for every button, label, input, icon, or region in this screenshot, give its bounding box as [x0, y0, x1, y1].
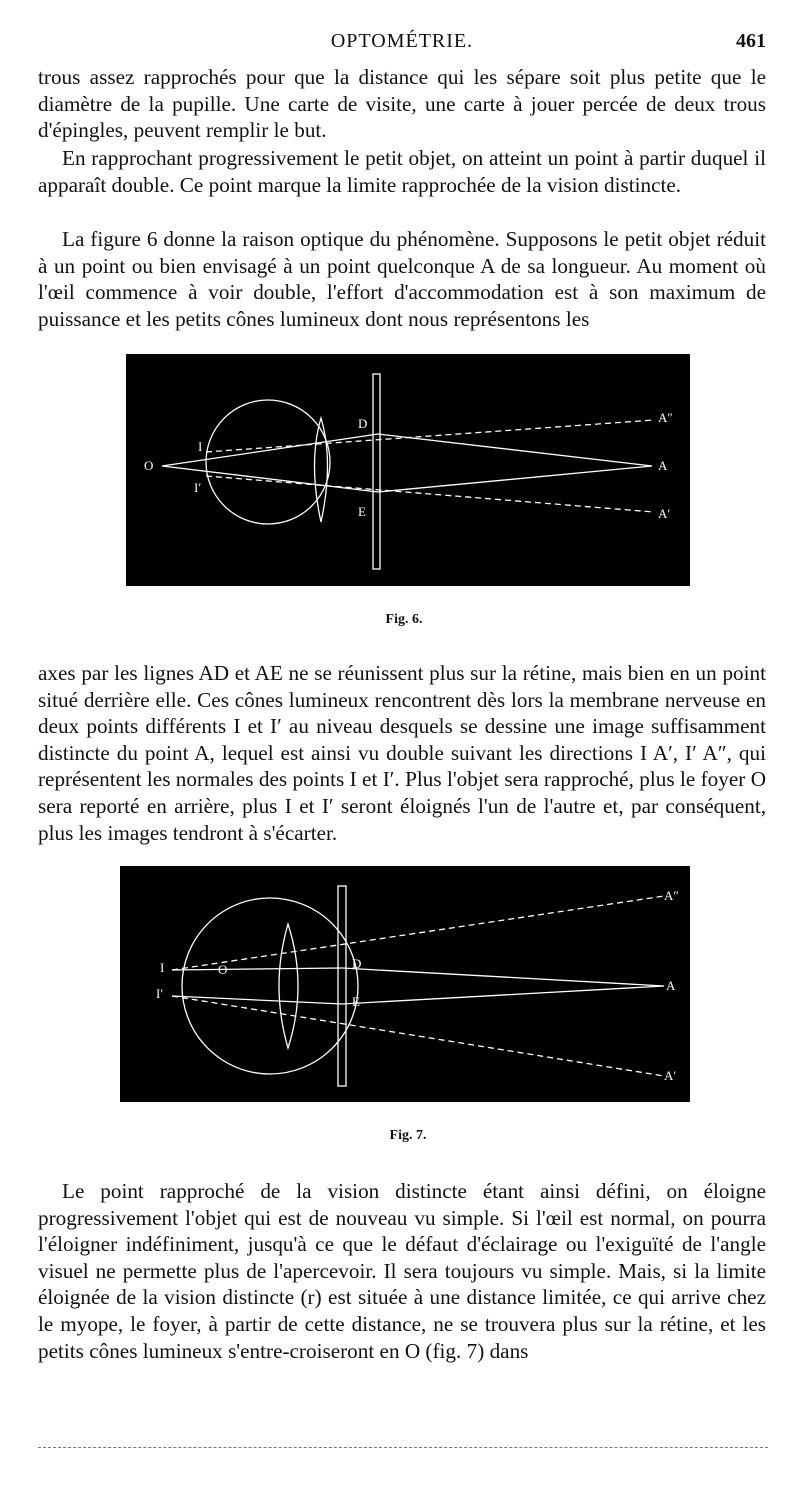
perforated-card: [373, 374, 380, 569]
paragraph-4: axes par les lignes AD et AE ne se réunissent plus sur la rétine, mais bien en un point situé derrière elle. Ces cônes lumineux rencontrent dès lors la membrane nerveuse en deux points différents I et I′ au niveau desquels se dessine une image suffisamment distincte du point A, lequel est ainsi vu double suivant les directions I A′, I′ A″, qui représentent les normales des points I et I′. Plus l'objet sera rapproché, plus le foyer O sera reporté en arrière, plus I et I′ seront éloignés l'un de l'autre et, par conséquent, plus les images tendront à s'écarter.: [38, 661, 766, 845]
figure-6-diagram: [126, 354, 690, 586]
label-A: A: [666, 978, 676, 993]
normal-I-A2: [172, 896, 664, 970]
perforated-card: [338, 886, 346, 1086]
page-number: 461: [736, 30, 766, 52]
label-A-prime: A′: [658, 506, 671, 521]
label-E: E: [358, 504, 366, 519]
footer-rule: [38, 1447, 768, 1448]
paragraph-5: Le point rapproché de la vision distincte étant ainsi défini, on éloigne progressivement l'objet qui est de nouveau vu simple. Si l'œil est normal, on pourra l'éloigner indéfiniment, jusqu'à ce que le défaut d'éclairage ou l'exiguïté de l'angle visuel ne permette plus de l'apercevoir. Il sera toujours vu simple. Mais, si la limite éloignée de la vision distincte (r) est située à une distance limitée, ce qui arrive chez le myope, le foyer, à partir de cette distance, ne se trouvera plus sur la rétine, et les petits cônes lumineux s'entre-croiseront en O (fig. 7) dans: [38, 1179, 766, 1363]
ray-AD-back: [162, 434, 378, 466]
label-A-double-prime: A″: [664, 888, 679, 903]
label-D: D: [352, 956, 362, 971]
crystalline-lens: [315, 418, 328, 522]
normal-I-A2: [206, 420, 654, 452]
eyeball-circle: [206, 400, 330, 524]
label-O: O: [218, 962, 228, 977]
label-I: I: [160, 960, 165, 975]
label-D: D: [358, 416, 368, 431]
ray-AD: [378, 434, 652, 466]
label-I-prime: I′: [194, 480, 202, 495]
crystalline-lens: [279, 924, 298, 1048]
figure-6: [126, 354, 690, 586]
normal-I2-A1: [172, 996, 664, 1076]
label-I: I: [198, 439, 203, 454]
paragraph-2: En rapprochant progressivement le petit objet, on atteint un point à partir duquel il apparaît double. Ce point marque la limite rapprochée de la vision distincte.: [38, 146, 766, 197]
label-E: E: [352, 994, 360, 1009]
label-A-double-prime: A″: [658, 410, 673, 425]
ray-AE: [378, 466, 652, 492]
paragraph-1: trous assez rapprochés pour que la distance qui les sépare soit plus petite que le diamètre de la pupille. Une carte de visite, une carte à jouer percée de deux trous d'épingles, peuvent remplir le but.: [38, 65, 766, 143]
ray-AE: [342, 986, 664, 1004]
label-A: A: [658, 458, 668, 473]
eyeball-circle: [182, 898, 358, 1074]
figure-6-caption: Fig. 6.: [385, 612, 423, 627]
page-header: [38, 28, 766, 56]
label-O: O: [144, 458, 154, 473]
label-A-prime: A′: [664, 1068, 677, 1083]
figure-7: [120, 866, 690, 1102]
figure-7-caption: Fig. 7.: [389, 1128, 427, 1143]
running-title: OPTOMÉTRIE.: [330, 30, 474, 52]
normal-I2-A1: [206, 476, 654, 512]
paragraph-3: La figure 6 donne la raison optique du phénomène. Supposons le petit objet réduit à un point ou bien envisagé à un point quelconque A de sa longueur. Au moment où l'œil commence à voir double, l'effort d'accommodation est à son maximum de puissance et les petits cônes lumineux dont nous représentons les: [38, 227, 766, 331]
figure-7-diagram: [120, 866, 690, 1102]
label-I-prime: I′: [156, 986, 164, 1001]
ray-AD: [342, 968, 664, 986]
ray-AD-back: [172, 968, 342, 970]
